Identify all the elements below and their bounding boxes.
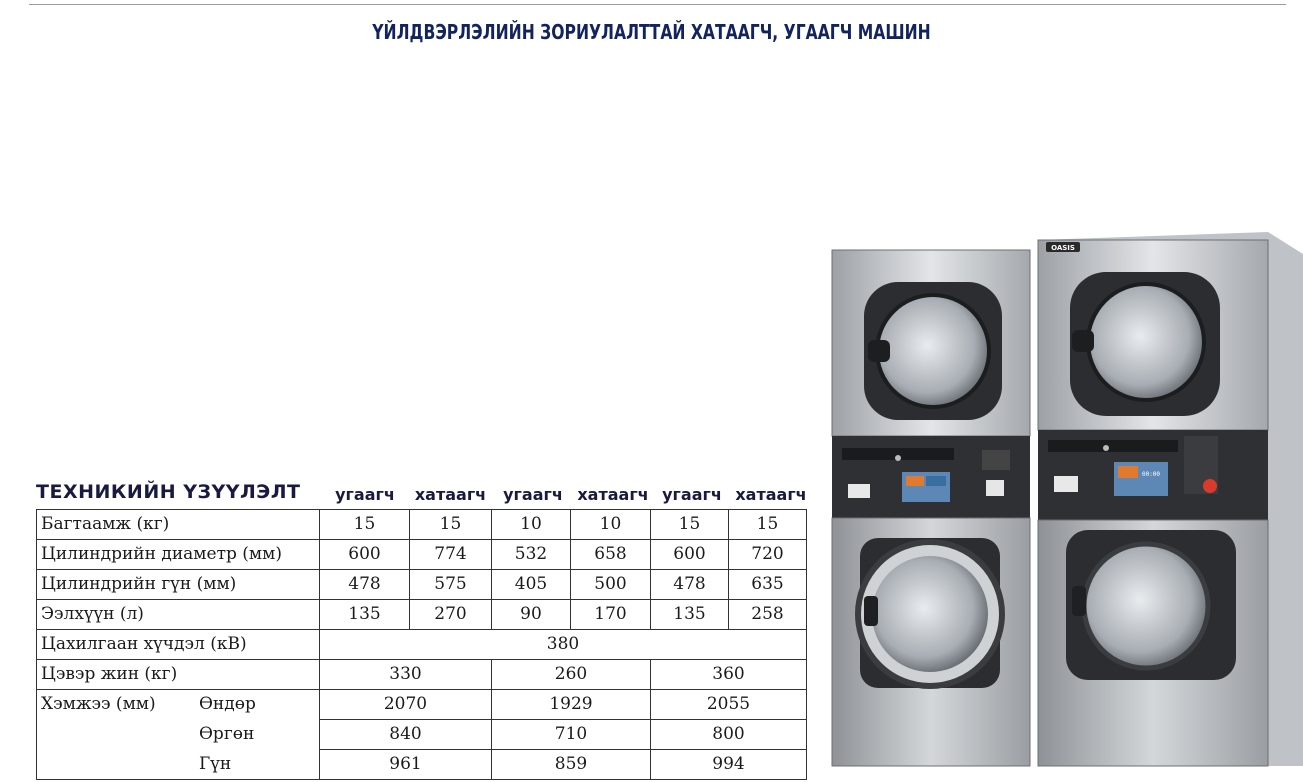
table-row	[37, 600, 807, 630]
sub-row-label: Өндөр	[199, 694, 256, 715]
table-cell: 720	[729, 540, 807, 570]
table-cell: 10	[571, 510, 651, 540]
table-row	[37, 630, 807, 660]
table-cell: 961	[320, 750, 492, 780]
page-title: ҮЙЛДВЭРЛЭЛИЙН ЗОРИУЛАЛТТАЙ ХАТААГЧ, УГААГЧ МАШИН	[372, 20, 931, 44]
table-cell: 258	[729, 600, 807, 630]
row-label: Цэвэр жин (кг)	[37, 660, 320, 690]
table-cell: 774	[410, 540, 492, 570]
top-divider	[29, 4, 1286, 5]
table-row	[37, 720, 807, 750]
row-label: Ээлхүүн (л)	[37, 600, 320, 630]
spec-heading: ТЕХНИКИЙН ҮЗҮҮЛЭЛТ	[36, 481, 301, 503]
column-header: угаагч	[503, 485, 563, 504]
table-cell: 260	[492, 660, 651, 690]
table-cell: 2055	[651, 690, 807, 720]
table-cell: 90	[492, 600, 571, 630]
table-row	[37, 510, 807, 540]
column-header: хатаагч	[577, 485, 649, 504]
row-label: Цахилгаан хүчдэл (кВ)	[37, 630, 320, 660]
table-cell: 994	[651, 750, 807, 780]
table-row	[37, 540, 807, 570]
table-cell: 380	[320, 630, 807, 660]
column-header: хатаагч	[735, 485, 807, 504]
table-cell: 15	[320, 510, 410, 540]
row-label: Хэмжээ (мм)	[41, 694, 156, 715]
washer-dryer-image	[828, 226, 1303, 771]
table-cell: 2070	[320, 690, 492, 720]
table-cell: 658	[571, 540, 651, 570]
table-cell: 600	[320, 540, 410, 570]
table-cell: 800	[651, 720, 807, 750]
spec-table	[36, 509, 807, 780]
table-cell: 270	[410, 600, 492, 630]
table-cell: 15	[410, 510, 492, 540]
machine-unit-left	[832, 250, 1030, 766]
table-cell: 405	[492, 570, 571, 600]
table-cell: 135	[320, 600, 410, 630]
dimension-label-cell	[37, 720, 320, 750]
column-header: угаагч	[662, 485, 722, 504]
table-cell: 478	[320, 570, 410, 600]
table-cell: 15	[651, 510, 729, 540]
panel-time: 00:00	[1141, 471, 1161, 478]
table-cell: 859	[492, 750, 651, 780]
table-row	[37, 660, 807, 690]
table-cell: 135	[651, 600, 729, 630]
table-cell: 500	[571, 570, 651, 600]
table-cell: 635	[729, 570, 807, 600]
table-cell: 1929	[492, 690, 651, 720]
table-cell: 10	[492, 510, 571, 540]
table-cell: 15	[729, 510, 807, 540]
table-cell: 330	[320, 660, 492, 690]
sub-row-label: Гүн	[199, 753, 232, 774]
column-header: угаагч	[335, 485, 395, 504]
table-row	[37, 750, 807, 780]
row-label: Цилиндрийн диаметр (мм)	[37, 540, 320, 570]
table-cell: 840	[320, 720, 492, 750]
table-cell: 575	[410, 570, 492, 600]
dimension-label-cell	[37, 750, 320, 780]
sub-row-label: Өргөн	[199, 724, 255, 744]
table-cell: 478	[651, 570, 729, 600]
table-cell: 600	[651, 540, 729, 570]
table-cell: 360	[651, 660, 807, 690]
column-header: хатаагч	[414, 485, 487, 504]
table-cell: 170	[571, 600, 651, 630]
table-cell: 710	[492, 720, 651, 750]
table-row	[37, 690, 807, 720]
machine-unit-right	[1038, 232, 1303, 766]
row-label: Багтаамж (кг)	[37, 510, 320, 540]
dimension-label-cell	[37, 690, 320, 720]
table-row	[37, 570, 807, 600]
brand-logo: OASIS	[1051, 244, 1075, 252]
row-label: Цилиндрийн гүн (мм)	[37, 570, 320, 600]
table-cell: 532	[492, 540, 571, 570]
